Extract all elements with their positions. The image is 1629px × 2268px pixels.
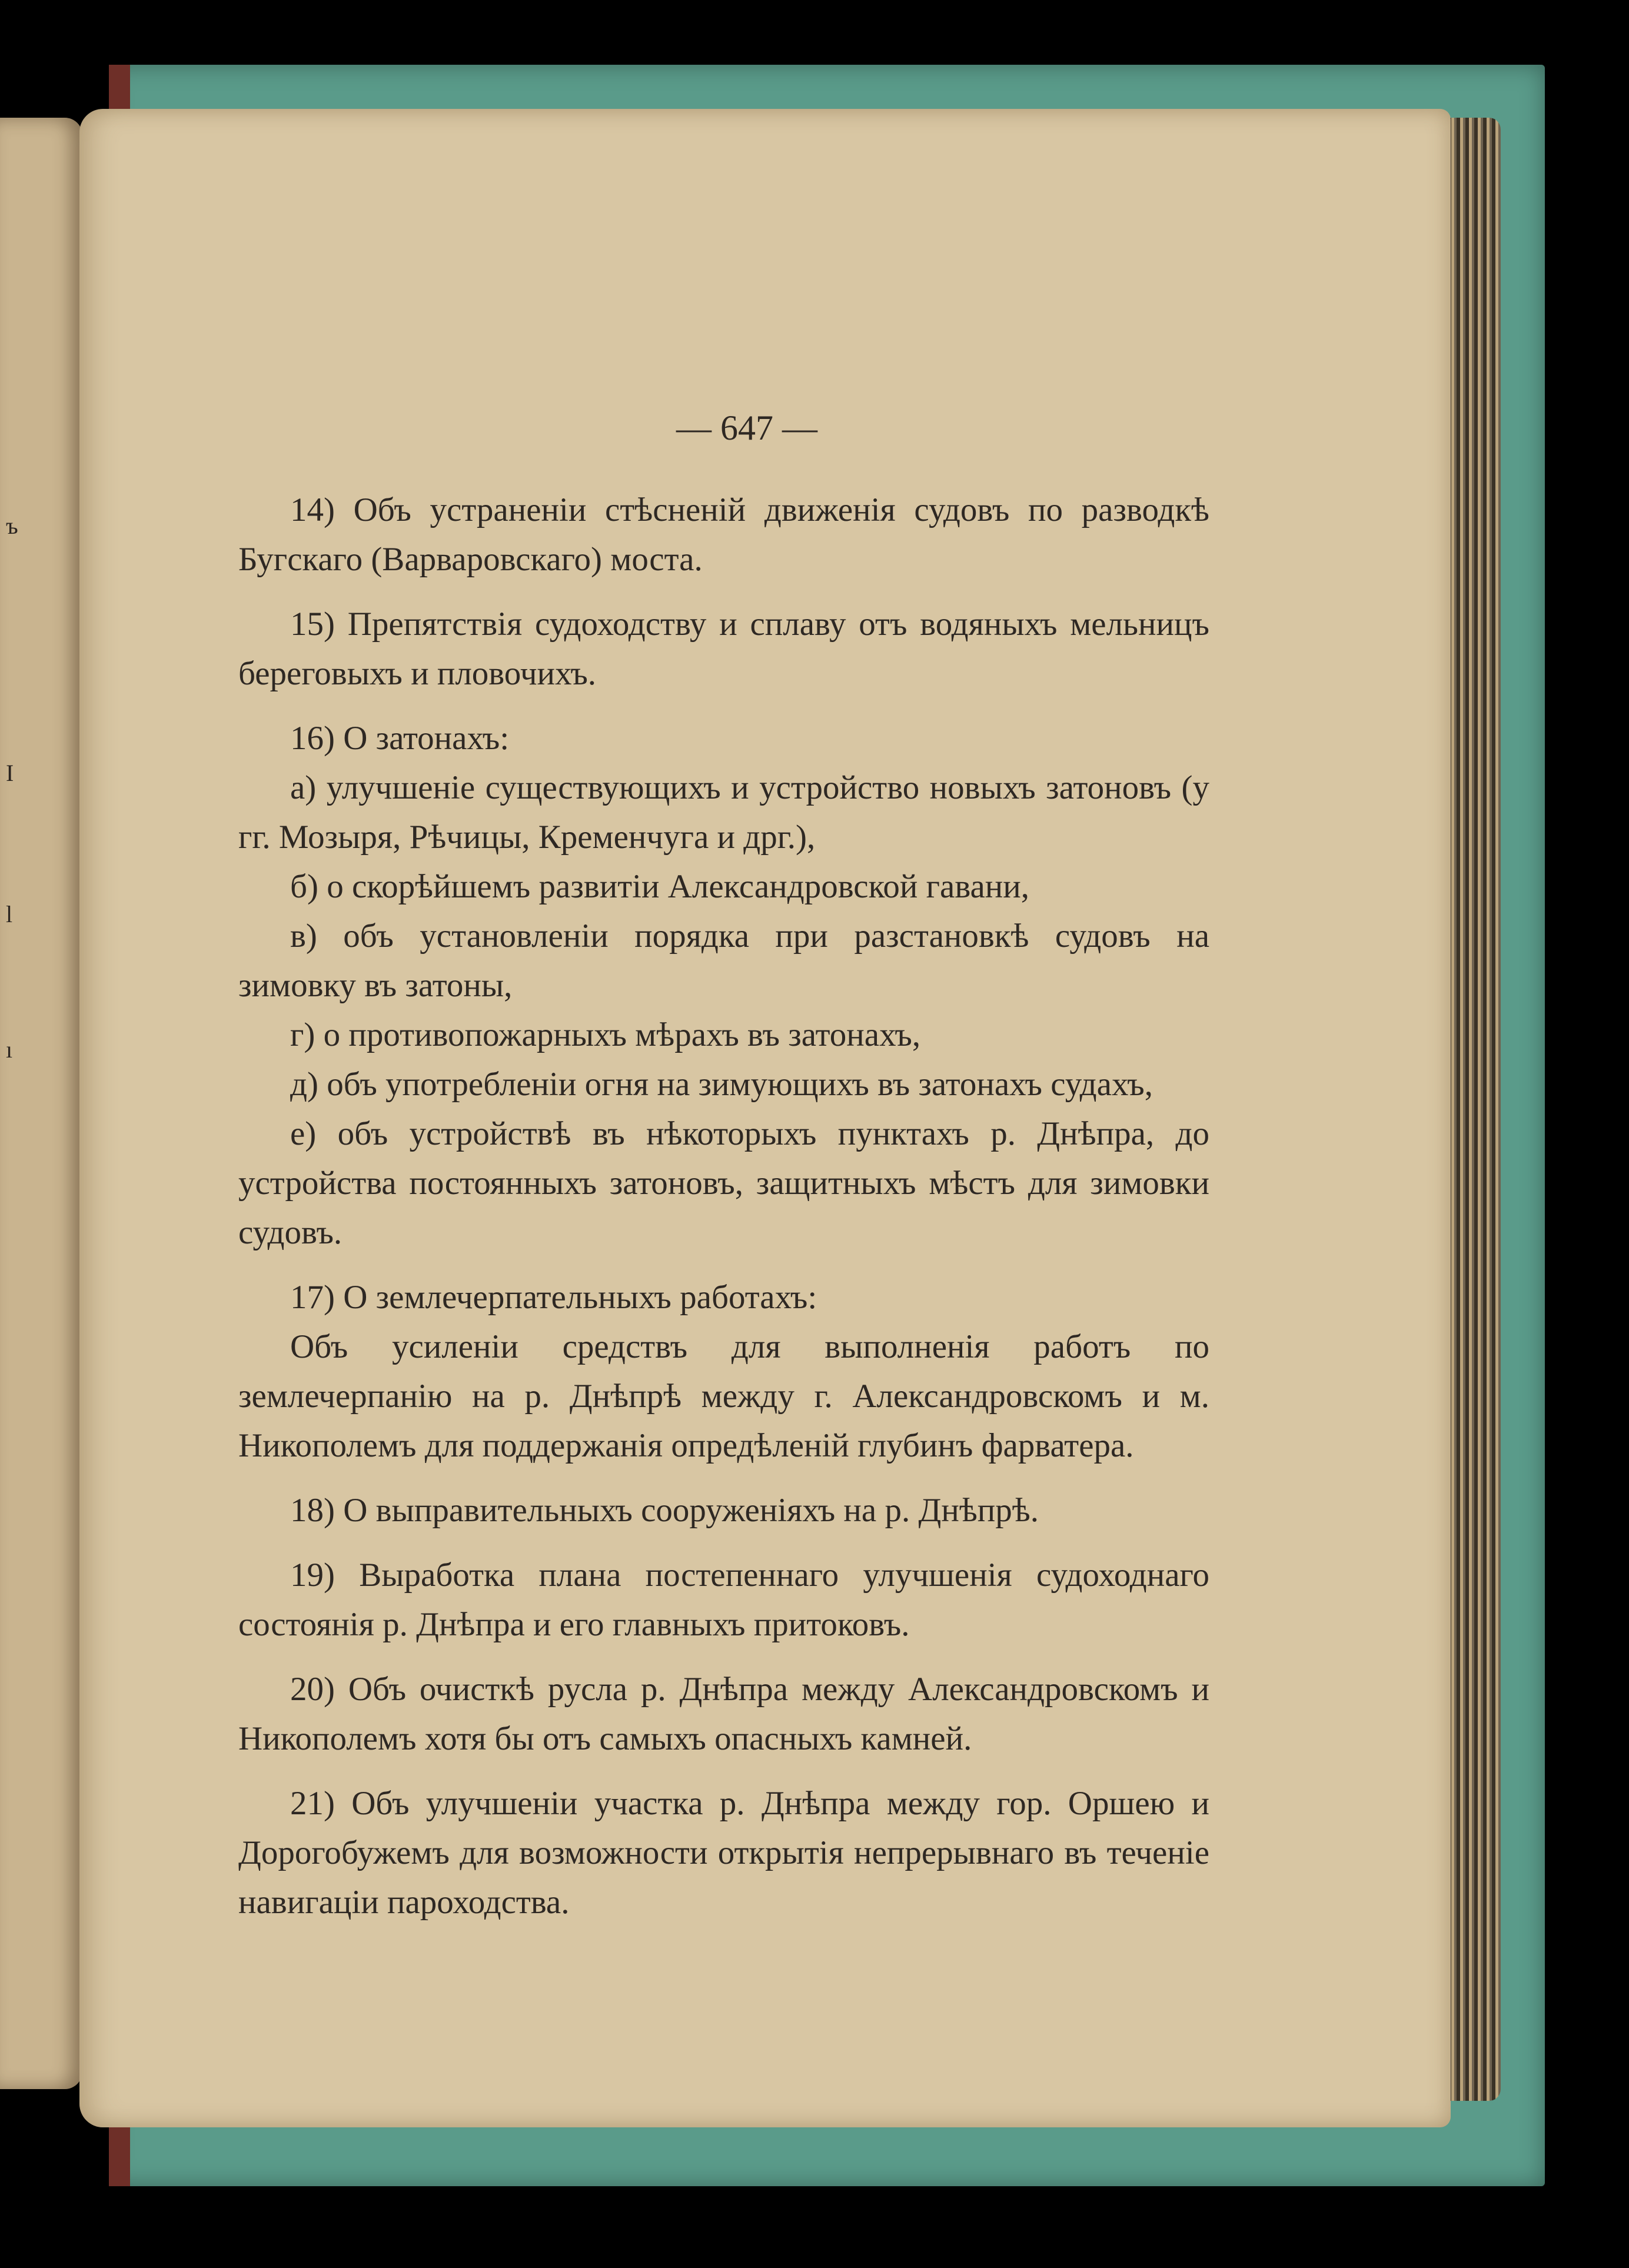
item-20: 20) Объ очисткѣ русла р. Днѣпра между Александровскомъ и Никополемъ хотя бы отъ самыхъ опасныхъ камней. <box>238 1671 1209 1757</box>
left-page-marks <box>6 118 29 2089</box>
page-text <box>238 485 1209 1927</box>
item-16-a: а) улучшеніе существующихъ и устройство новыхъ затоновъ (у гг. Мозыря, Рѣчицы, Кременчуга и дрг.), <box>238 769 1209 856</box>
item-17-body: Объ усиленіи средствъ для выполненія работъ по землечерпанію на р. Днѣпрѣ между г. Александровскомъ и м. Никополемъ для поддержанія опредѣленій глубинъ фарватера. <box>238 1328 1209 1464</box>
item-16-d: д) объ употребленіи огня на зимующихъ въ затонахъ судахъ, <box>290 1066 1153 1103</box>
item-16-b: б) о скорѣйшемъ развитіи Александровской гавани, <box>290 868 1030 905</box>
book-page <box>79 109 1451 2127</box>
item-16-heading: 16) О затонахъ: <box>290 720 510 757</box>
item-21: 21) Объ улучшеніи участка р. Днѣпра между гор. Оршею и Дорогобужемъ для возможности открытія непрерывнаго въ теченіе навигаціи пароходства. <box>238 1785 1209 1921</box>
item-19: 19) Выработка плана постепеннаго улучшенія судоходнаго состоянія р. Днѣпра и его главныхъ притоковъ. <box>238 1557 1209 1643</box>
item-16-v: в) объ установленіи порядка при разстановкѣ судовъ на зимовку въ затоны, <box>238 917 1209 1004</box>
item-18: 18) О выправительныхъ сооруженіяхъ на р. Днѣпрѣ. <box>290 1492 1039 1529</box>
left-page-mark: ъ <box>6 513 18 539</box>
page-number: — 647 — <box>676 408 817 447</box>
item-14: 14) Объ устраненіи стѣсненій движенія судовъ по разводкѣ Бугскаго (Варваровскаго) моста. <box>238 491 1209 578</box>
item-16-e: е) объ устройствѣ въ нѣкоторыхъ пунктахъ р. Днѣпра, до устройства постоянныхъ затоновъ, защитныхъ мѣстъ для зимовки судовъ. <box>238 1115 1209 1251</box>
item-15: 15) Препятствія судоходству и сплаву отъ водяныхъ мельницъ береговыхъ и пловочихъ. <box>238 606 1209 692</box>
item-16-g: г) о противопожарныхъ мѣрахъ въ затонахъ, <box>290 1016 921 1053</box>
left-page-mark: I <box>6 760 14 786</box>
item-17-heading: 17) О землечерпательныхъ работахъ: <box>290 1279 817 1316</box>
left-page-mark: l <box>6 901 13 927</box>
left-page-edge <box>0 118 82 2089</box>
left-page-mark: ı <box>6 1036 13 1063</box>
